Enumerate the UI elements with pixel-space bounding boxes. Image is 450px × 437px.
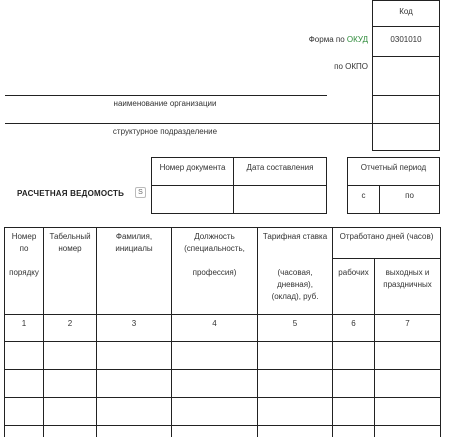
col-header-days-worked: Отработано дней (часов)	[339, 232, 434, 241]
table-cell[interactable]	[375, 398, 440, 425]
org-name-line	[5, 95, 327, 96]
table-cell[interactable]	[44, 370, 96, 397]
document-title: РАСЧЕТНАЯ ВЕДОМОСТЬ	[17, 189, 125, 198]
table-cell[interactable]	[97, 342, 171, 369]
table-cell[interactable]	[258, 370, 332, 397]
table-cell[interactable]	[333, 370, 374, 397]
title-badge[interactable]: S	[135, 187, 146, 198]
col-header-row-number: Номер по порядку	[9, 232, 39, 277]
table-cell[interactable]	[44, 426, 96, 437]
dept-name-line	[5, 123, 372, 124]
table-cell[interactable]	[172, 398, 257, 425]
col-header-position: Должность (специальность, профессия)	[184, 232, 245, 277]
col-number-6: 6	[351, 319, 356, 328]
table-cell[interactable]	[375, 342, 440, 369]
table-cell[interactable]	[5, 370, 43, 397]
table-cell[interactable]	[172, 342, 257, 369]
doc-date-label: Дата составления	[246, 163, 314, 172]
col-header-personnel-number: Табельный номер	[49, 232, 91, 253]
col-number-2: 2	[67, 319, 73, 328]
table-cell[interactable]	[333, 342, 374, 369]
doc-number-field[interactable]	[152, 186, 233, 213]
reporting-period-label: Отчетный период	[360, 163, 427, 172]
col-header-working-days: рабочих	[338, 268, 369, 277]
col-header-tariff-rate: Тарифная ставка	[262, 232, 328, 241]
period-to-field[interactable]: по	[405, 191, 414, 200]
table-cell[interactable]	[375, 370, 440, 397]
col-header-tariff-rate-details: (часовая, дневная), (оклад), руб.	[271, 268, 319, 301]
col-number-7: 7	[405, 319, 410, 328]
table-cell[interactable]	[5, 426, 43, 437]
table-cell[interactable]	[97, 370, 171, 397]
dept-code-field[interactable]	[373, 124, 439, 150]
table-cell[interactable]	[375, 426, 440, 437]
col-header-full-name: Фамилия, инициалы	[115, 232, 153, 253]
table-cell[interactable]	[44, 398, 96, 425]
table-cell[interactable]	[258, 342, 332, 369]
period-from-field[interactable]: с	[361, 191, 366, 200]
table-cell[interactable]	[333, 426, 374, 437]
col-number-3: 3	[131, 319, 137, 328]
okpo-code-field[interactable]	[373, 57, 439, 95]
table-cell[interactable]	[97, 398, 171, 425]
table-cell[interactable]	[5, 398, 43, 425]
table-cell[interactable]	[258, 426, 332, 437]
col-number-1: 1	[21, 319, 27, 328]
org-code-field[interactable]	[373, 96, 439, 123]
table-cell[interactable]	[333, 398, 374, 425]
col-number-5: 5	[292, 319, 298, 328]
table-cell[interactable]	[97, 426, 171, 437]
okud-link: ОКУД	[346, 35, 368, 44]
col-number-4: 4	[212, 319, 217, 328]
doc-number-label: Номер документа	[159, 163, 226, 172]
col-header-weekend-holiday-days: выходных и праздничных	[383, 268, 432, 289]
table-cell[interactable]	[258, 398, 332, 425]
form-okud-label: Форма по ОКУД	[308, 35, 368, 44]
dept-name-label: структурное подразделение	[112, 127, 218, 136]
table-cell[interactable]	[5, 342, 43, 369]
org-name-label: наименование организации	[113, 99, 217, 108]
code-column-header: Код	[399, 7, 413, 16]
okpo-label: по ОКПО	[334, 62, 368, 71]
okud-code-value[interactable]: 0301010	[390, 35, 422, 44]
doc-date-field[interactable]	[234, 186, 326, 213]
table-cell[interactable]	[172, 426, 257, 437]
table-cell[interactable]	[172, 370, 257, 397]
table-cell[interactable]	[44, 342, 96, 369]
